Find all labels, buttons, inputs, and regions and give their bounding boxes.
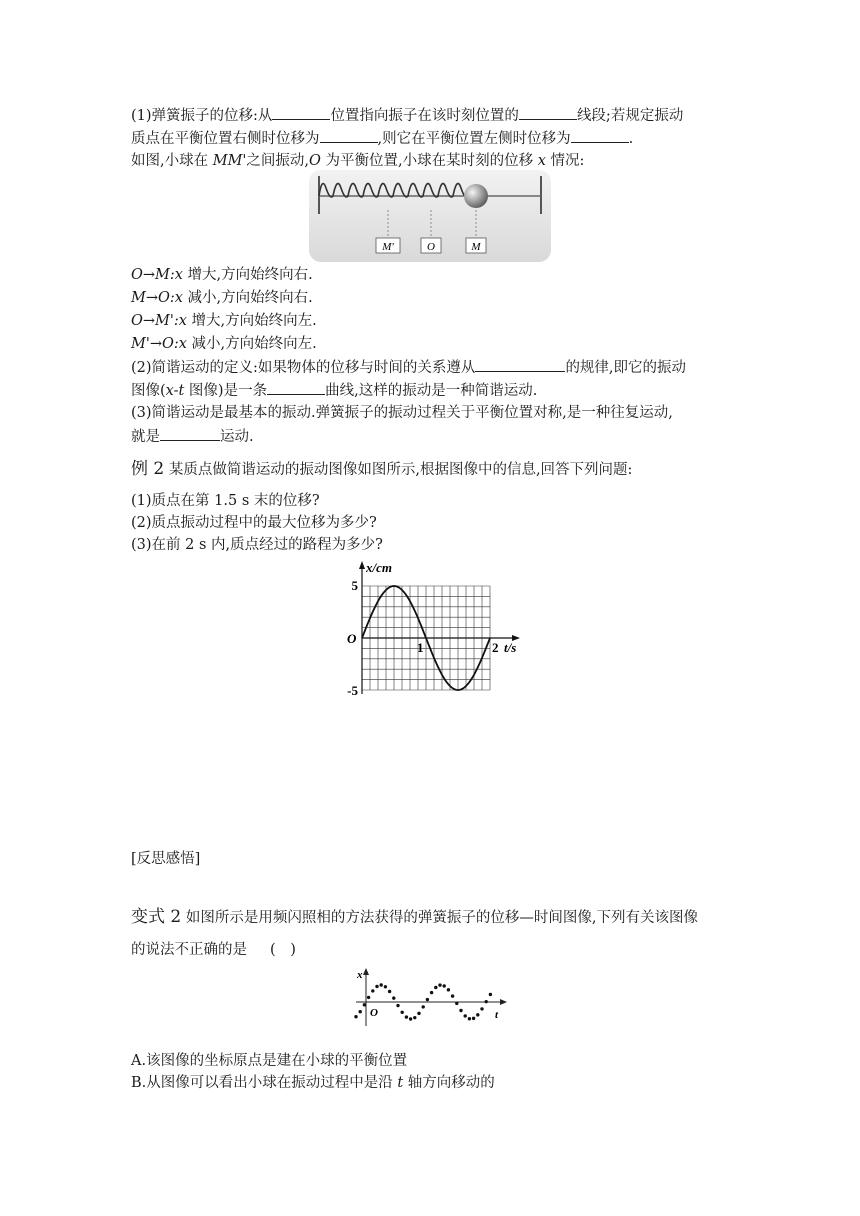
text: 图像( [131, 383, 166, 399]
strobe-dot [396, 1004, 399, 1007]
strobe-dot [380, 983, 383, 986]
y-axis-label: x/cm [366, 560, 392, 575]
case-text: 增大,方向始终向右. [182, 267, 313, 283]
strobe-dot [367, 996, 370, 999]
paragraph-1-line-1 [131, 104, 683, 127]
blank-3[interactable] [320, 127, 378, 143]
strobe-dot [392, 996, 395, 999]
x-axis-label: t/s [504, 640, 517, 655]
option-text: B.从图像可以看出小球在振动过程中是沿 [131, 1075, 398, 1091]
vibration-chart [330, 560, 530, 700]
x-axis-arrow [500, 999, 507, 1005]
case-text: 增大,方向始终向左. [186, 313, 317, 329]
example-text: 某质点做简谐运动的振动图像如图所示,根据图像中的信息,回答下列问题: [168, 462, 633, 478]
strobe-dot [447, 988, 450, 991]
strobe-dot [455, 1002, 458, 1005]
paragraph-2-line-1 [131, 356, 686, 379]
variant-2-line-2 [131, 939, 296, 961]
y-tick-label: 5 [351, 578, 358, 593]
variant-label: 变式 2 [131, 907, 182, 927]
strobe-dot [422, 1005, 425, 1008]
xt-symbol: x-t [165, 383, 185, 399]
blank-7[interactable] [160, 425, 220, 441]
strobe-dot [371, 989, 374, 992]
case-line-1 [131, 264, 313, 286]
question-1: (1)质点在第 1.5 s 末的位移? [131, 493, 320, 509]
case-line-4 [131, 333, 317, 355]
strobe-dot [480, 1007, 483, 1010]
text: 位置指向振子在该时刻位置的 [330, 108, 519, 124]
blank-6[interactable] [267, 379, 325, 395]
strobe-photo-figure [350, 964, 510, 1030]
option-text: 轴方向移动的 [403, 1075, 495, 1091]
x-symbol: x [537, 153, 546, 169]
option-b[interactable] [131, 1072, 495, 1094]
variant-2-line-1 [131, 906, 698, 929]
blank-5[interactable] [475, 356, 565, 372]
intro-line [131, 150, 584, 172]
case-text: 减小,方向始终向左. [186, 336, 317, 352]
paragraph-3-line-1 [131, 402, 673, 424]
strobe-dot [468, 1017, 471, 1020]
mm-symbol: MM' [212, 153, 247, 169]
strobe-dot [359, 1010, 362, 1013]
text: ,则它在平衡位置左侧时位移为 [377, 131, 571, 147]
strobe-dot [363, 1003, 366, 1006]
blank-2[interactable] [519, 104, 577, 120]
strobe-dot [443, 984, 446, 987]
strobe-dot [426, 998, 429, 1001]
case-path: M'→O:x [131, 336, 187, 352]
answer-paren[interactable]: ( ) [270, 942, 296, 958]
o-symbol: O [309, 153, 321, 169]
y-axis-arrow [363, 968, 369, 975]
variant-text: 如图所示是用频闪照相的方法获得的弹簧振子的位移—时间图像,下列有关该图像 [185, 910, 698, 926]
strobe-dot [434, 986, 437, 989]
text: 为平衡位置,小球在某时刻的位移 [320, 153, 538, 169]
case-path: M→O:x [131, 290, 183, 306]
m-label: M [471, 241, 481, 253]
strobe-dot [451, 994, 454, 997]
text: 情况: [545, 153, 585, 169]
x-tick-label: 2 [492, 640, 499, 655]
y-tick-label: -5 [347, 683, 358, 698]
strobe-dot [472, 1017, 475, 1020]
strobe-dot [384, 985, 387, 988]
x-axis-label: t [495, 1009, 499, 1021]
text: 就是 [131, 429, 160, 445]
option-a[interactable] [131, 1050, 407, 1072]
case-path: O→M':x [131, 313, 187, 329]
example-label: 例 2 [131, 459, 165, 479]
strobe-dot [405, 1015, 408, 1018]
strobe-dot [438, 983, 441, 986]
ball [464, 184, 488, 208]
text: . [628, 131, 634, 147]
example-2-heading [131, 458, 632, 481]
origin-label: O [370, 1007, 378, 1019]
text: 质点在平衡位置右侧时位移为 [131, 131, 320, 147]
y-axis-label: x [357, 969, 363, 981]
o-label: O [427, 241, 435, 253]
strobe-dot [485, 1000, 488, 1003]
paragraph-3-line-2 [131, 425, 254, 448]
text: 运动. [220, 429, 254, 445]
origin-label: O [347, 631, 357, 646]
spring-oscillator-figure [309, 170, 551, 262]
strobe-dot [476, 1013, 479, 1016]
text: (1)弹簧振子的位移:从 [131, 108, 273, 124]
strobe-dot [489, 993, 492, 996]
text: 的规律,即它的振动 [565, 360, 687, 376]
strobe-dot [354, 1015, 357, 1018]
t-symbol: t [397, 1075, 404, 1091]
strobe-dot [459, 1009, 462, 1012]
case-line-2 [131, 287, 313, 309]
paragraph-2-line-2 [131, 379, 537, 402]
x-tick-label: 1 [417, 640, 424, 655]
strobe-dot [417, 1012, 420, 1015]
case-path: O→M:x [131, 267, 183, 283]
y-axis-arrow [359, 561, 365, 569]
strobe-dot [413, 1016, 416, 1019]
paragraph-1-line-2 [131, 127, 633, 150]
strobe-dot [430, 991, 433, 994]
text: (3)简谐运动是最基本的振动.弹簧振子的振动过程关于平衡位置对称,是一种往复运动, [131, 405, 673, 421]
case-text: 减小,方向始终向右. [182, 290, 313, 306]
strobe-dot [464, 1014, 467, 1017]
option-text: A.该图像的坐标原点是建在小球的平衡位置 [131, 1053, 408, 1069]
strobe-dot [375, 985, 378, 988]
m-prime-label: M' [382, 241, 394, 253]
text: 线段;若规定振动 [576, 108, 684, 124]
strobe-dot [409, 1017, 412, 1020]
case-line-3 [131, 310, 317, 332]
strobe-dot [388, 990, 391, 993]
question-2: (2)质点振动过程中的最大位移为多少? [131, 515, 377, 531]
text: 图像)是一条 [184, 383, 268, 399]
blank-4[interactable] [571, 127, 629, 143]
question-3: (3)在前 2 s 内,质点经过的路程为多少? [131, 537, 383, 553]
text: 曲线,这样的振动是一种简谐运动. [325, 383, 538, 399]
blank-1[interactable] [272, 104, 330, 120]
text: 如图,小球在 [131, 153, 213, 169]
strobe-dot [401, 1011, 404, 1014]
text: 之间振动, [246, 153, 310, 169]
text: (2)简谐运动的定义:如果物体的位移与时间的关系遵从 [131, 360, 476, 376]
reflection-label: [反思感悟] [131, 851, 201, 867]
variant-text: 的说法不正确的是 [131, 942, 247, 958]
